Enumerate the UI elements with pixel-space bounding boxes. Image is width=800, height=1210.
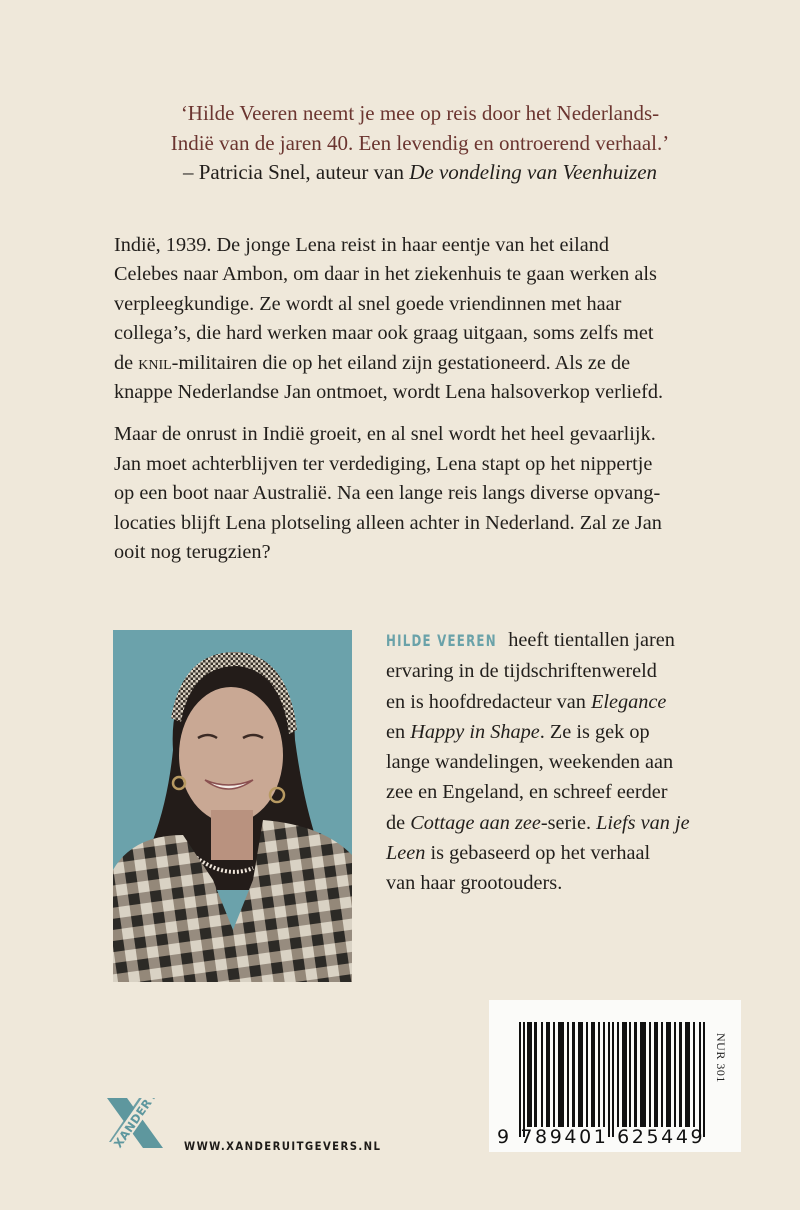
author-photo — [113, 630, 352, 982]
attribution-book-title: De vondeling van Veenhuizen — [409, 160, 658, 184]
text-line — [386, 808, 746, 838]
quote-attribution — [100, 158, 740, 188]
synopsis — [114, 231, 734, 580]
text-line — [386, 625, 746, 656]
text-line: locaties blijft Lena plotseling alleen achter in Nederland. Zal ze Jan — [114, 511, 662, 534]
text-fragment: is gebaseerd op het verhaal — [425, 842, 651, 865]
book-title: Liefs van je — [596, 811, 690, 834]
text-fragment: -militairen die op het eiland zijn gestationeerd. Als ze de — [171, 351, 631, 374]
text-line: zee en Engeland, en schreef eerder — [386, 781, 668, 804]
text-line: knappe Nederlandse Jan ontmoet, wordt Lena halsoverkop verliefd. — [114, 381, 664, 404]
text-line: Celebes naar Ambon, om daar in het ziekenhuis te gaan werken als — [114, 263, 657, 286]
synopsis-paragraph-1 — [114, 231, 734, 407]
text-fragment: en is hoofdredacteur van — [386, 690, 591, 713]
text-fragment: heeft tientallen jaren — [503, 629, 675, 651]
text-line: Jan moet achterblijven ter verdediging, Lena stapt op het nippertje — [114, 452, 653, 475]
text-line: op een boot naar Australië. Na een lange reis langs diverse opvang- — [114, 482, 661, 505]
isbn-barcode — [489, 1000, 741, 1152]
text-fragment: . Ze is gek op — [539, 720, 650, 743]
text-line: ervaring in de tijdschriftenwereld — [386, 660, 657, 683]
quote-line-2: Indië van de jaren 40. Een levendig en ontroerend verhaal.’ — [170, 130, 670, 155]
nur-code: NUR 301 — [714, 1033, 728, 1083]
text-line: Maar de onrust in Indië groeit, en al snel wordt het heel gevaarlijk. — [114, 423, 656, 446]
text-fragment: en — [386, 720, 411, 743]
text-line — [386, 838, 746, 868]
quote-line-1: ‘Hilde Veeren neemt je mee op reis door het Nederlands- — [180, 101, 660, 125]
xander-x-icon — [105, 1090, 167, 1154]
isbn-number: 9 789401 625449 — [497, 1126, 706, 1148]
logo-wordmark: XANDER — [110, 1095, 155, 1151]
text-line — [386, 717, 746, 747]
text-line: collega’s, die hard werken maar ook graag uitgaan, soms zelfs met — [114, 322, 654, 345]
text-line: Indië, 1939. De jonge Lena reist in haar eentje van het eiland — [114, 234, 610, 256]
text-line: verpleegkundige. Ze wordt al snel goede vriendinnen met haar — [114, 292, 622, 315]
magazine-title: Happy in Shape — [410, 720, 540, 743]
author-name: HILDE VEEREN — [386, 631, 497, 650]
text-line — [114, 349, 734, 378]
series-title: Cottage aan zee — [410, 811, 541, 834]
publisher-url[interactable]: WWW.XANDERUITGEVERS.NL — [184, 1139, 382, 1153]
magazine-title: Elegance — [590, 690, 667, 713]
author-bio — [386, 625, 746, 899]
text-line: ooit nog terugzien? — [114, 541, 271, 564]
text-fragment: -serie. — [540, 811, 597, 834]
book-title: Leen — [386, 842, 426, 865]
text-line — [386, 687, 746, 717]
text-fragment: de — [386, 811, 411, 834]
endorsement-quote — [100, 99, 740, 188]
author-portrait-illustration — [113, 630, 352, 982]
attribution-author: – Patricia Snel, auteur van — [182, 160, 410, 184]
text-line: van haar grootouders. — [386, 872, 563, 895]
knil-abbreviation: knil — [138, 351, 172, 374]
barcode-bars-icon — [519, 1022, 707, 1137]
publisher-logo — [105, 1090, 167, 1154]
synopsis-paragraph-2 — [114, 420, 734, 567]
text-fragment: de — [114, 351, 139, 374]
text-line: lange wandelingen, weekenden aan — [386, 751, 674, 774]
